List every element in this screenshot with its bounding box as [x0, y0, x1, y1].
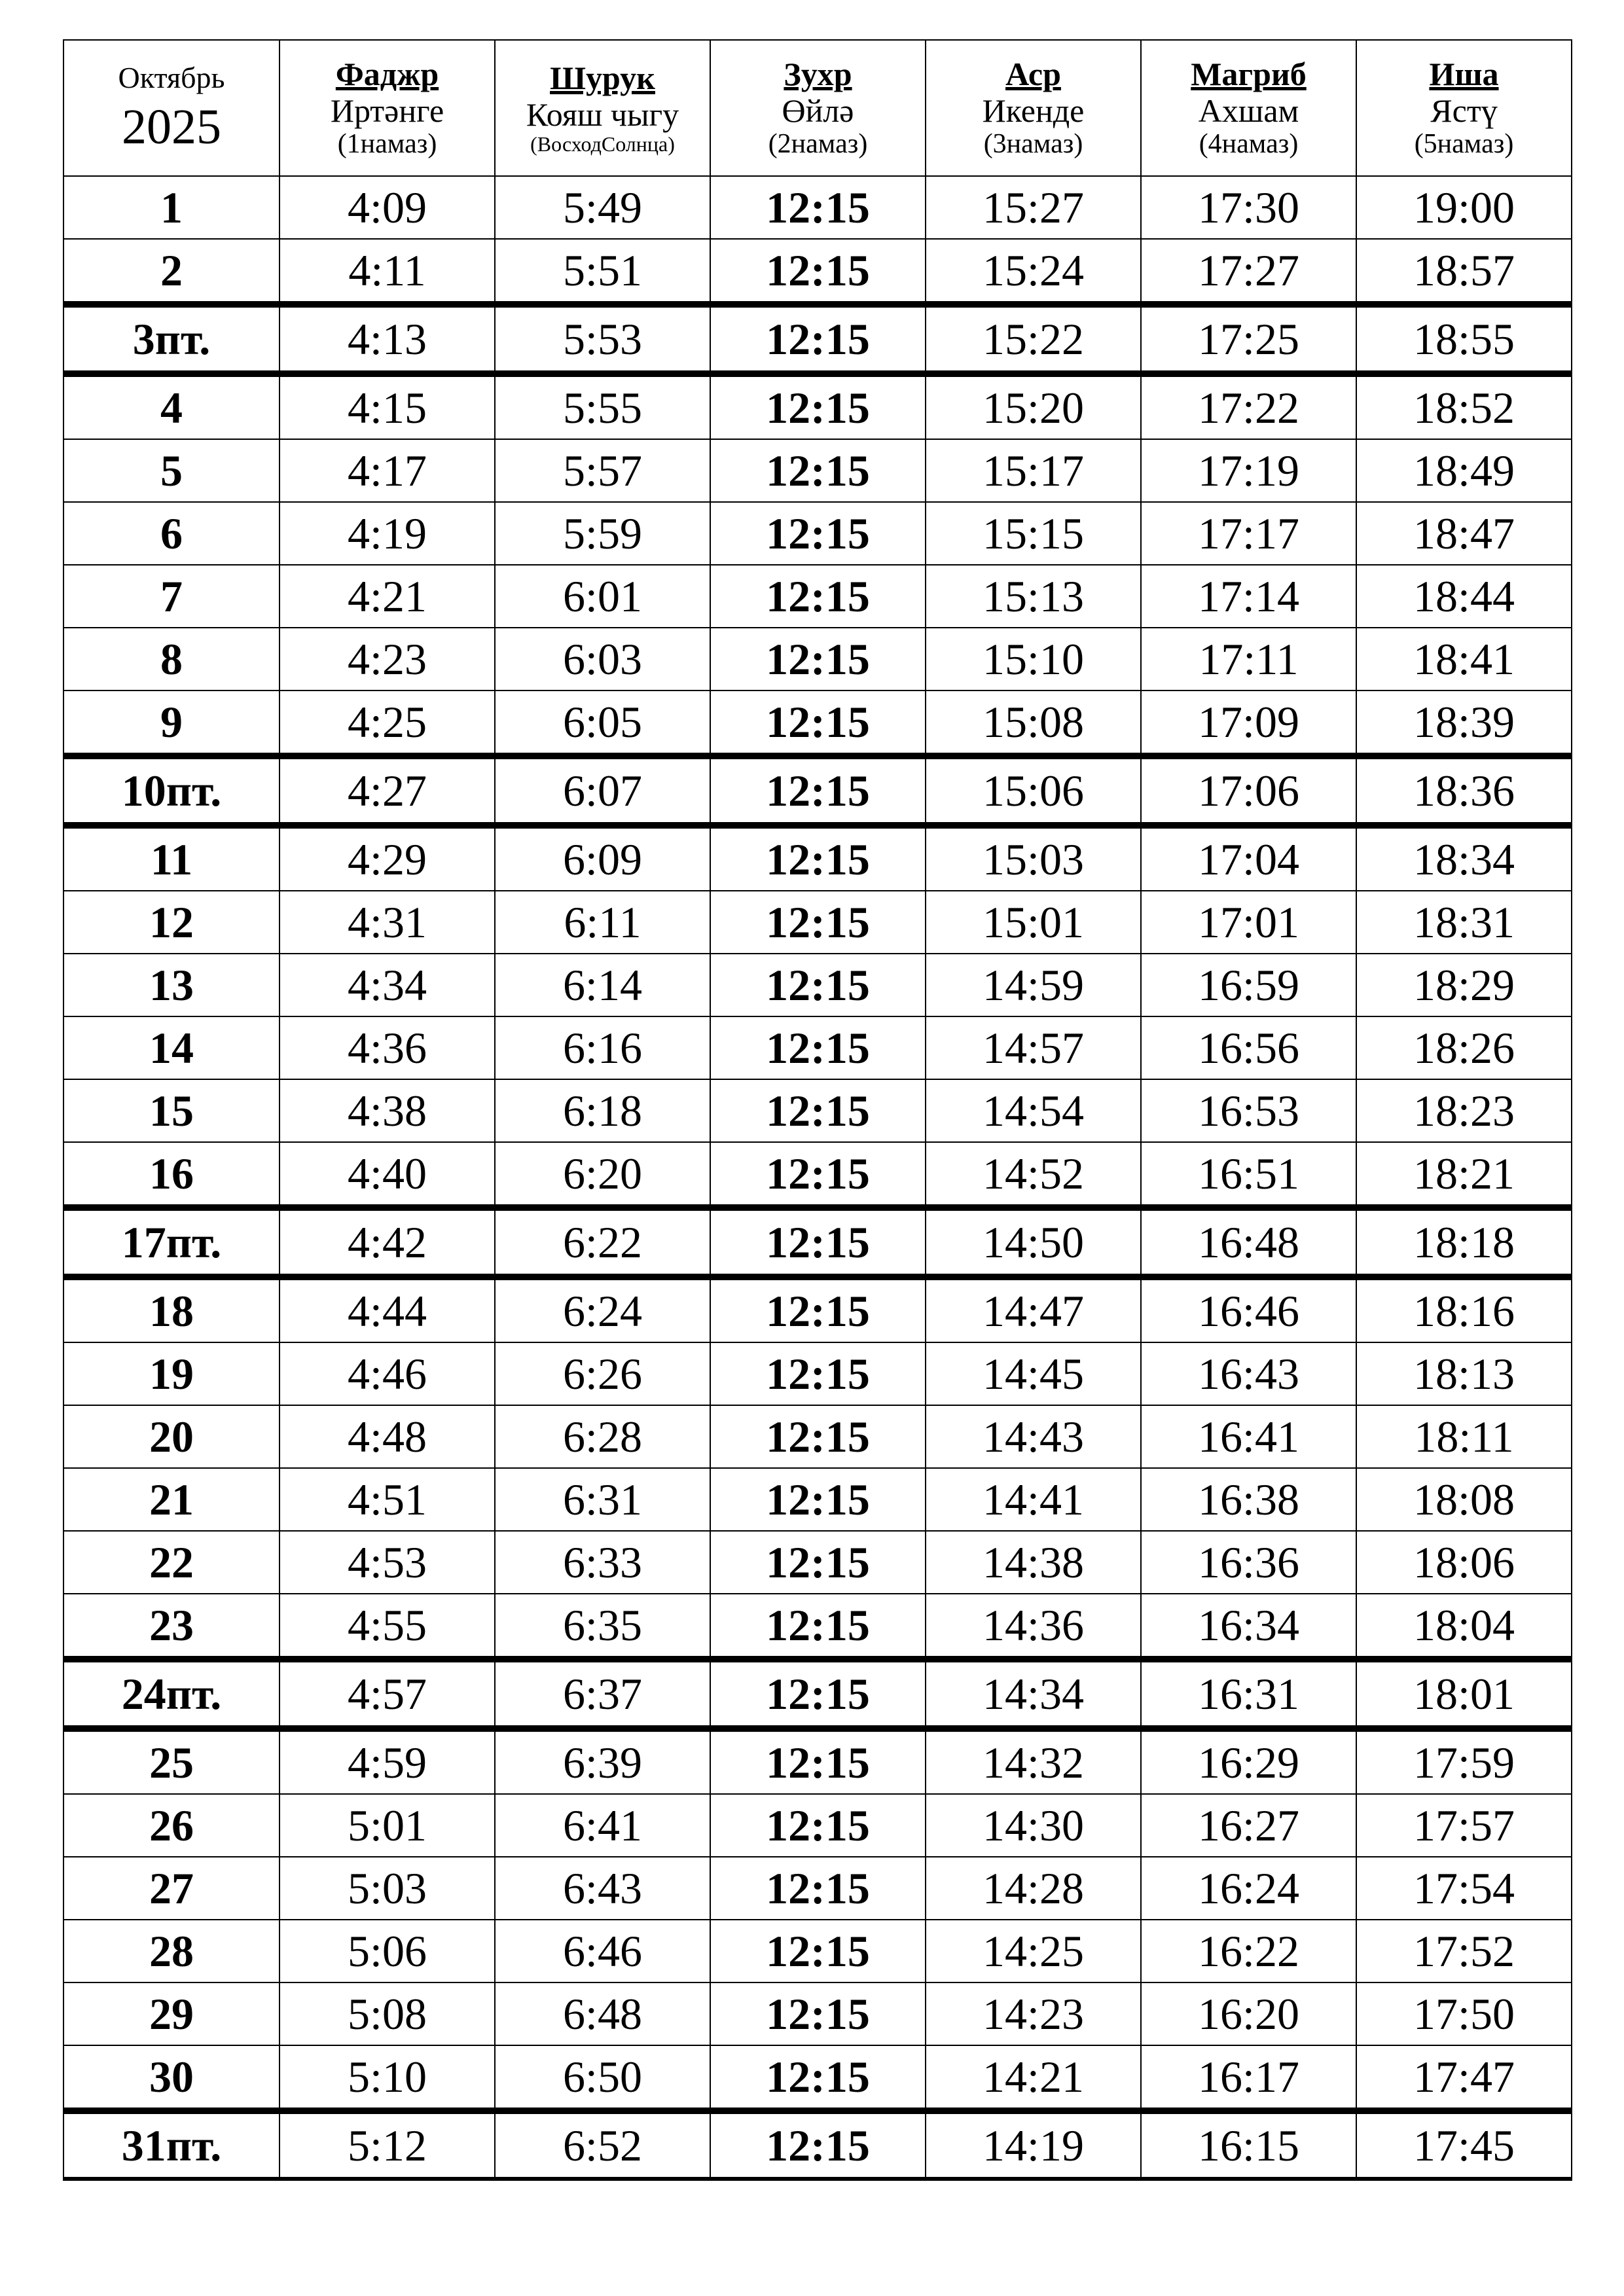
isha-time-cell: 18:21 — [1356, 1142, 1572, 1208]
maghrib-time-cell: 17:19 — [1141, 439, 1356, 502]
zuhr-time-cell: 12:15 — [710, 239, 926, 304]
asr-time-cell: 14:54 — [926, 1079, 1141, 1142]
day-cell: 4 — [63, 374, 280, 439]
zuhr-time-cell: 12:15 — [710, 502, 926, 565]
isha-time-cell: 19:00 — [1356, 176, 1572, 239]
day-cell: 16 — [63, 1142, 280, 1208]
column-header-name: Зухр — [784, 56, 852, 93]
fajr-time-cell: 5:12 — [280, 2111, 495, 2179]
table-row — [63, 1016, 1572, 1079]
shuruk-time-cell: 6:28 — [495, 1405, 710, 1468]
day-cell: 29 — [63, 1982, 280, 2045]
fajr-time-cell: 4:44 — [280, 1277, 495, 1342]
maghrib-time-cell: 17:22 — [1141, 374, 1356, 439]
day-cell: 1 — [63, 176, 280, 239]
fajr-time-cell: 4:23 — [280, 628, 495, 691]
column-header-local-name: Икенде — [982, 92, 1085, 130]
column-header-fajr — [280, 40, 495, 176]
shuruk-time-cell: 5:59 — [495, 502, 710, 565]
asr-time-cell: 14:47 — [926, 1277, 1141, 1342]
fajr-time-cell: 4:51 — [280, 1468, 495, 1531]
asr-time-cell: 15:17 — [926, 439, 1141, 502]
zuhr-time-cell: 12:15 — [710, 374, 926, 439]
isha-time-cell: 17:52 — [1356, 1920, 1572, 1982]
day-cell: 15 — [63, 1079, 280, 1142]
asr-time-cell: 15:27 — [926, 176, 1141, 239]
shuruk-time-cell: 6:07 — [495, 756, 710, 825]
table-row — [63, 176, 1572, 239]
zuhr-time-cell: 12:15 — [710, 1208, 926, 1277]
column-header-local-name: Өйлә — [782, 92, 854, 130]
maghrib-time-cell: 16:48 — [1141, 1208, 1356, 1277]
day-cell: 10пт. — [63, 756, 280, 825]
table-row — [63, 439, 1572, 502]
table-row — [63, 691, 1572, 756]
fajr-time-cell: 4:19 — [280, 502, 495, 565]
maghrib-time-cell: 17:01 — [1141, 891, 1356, 954]
zuhr-time-cell: 12:15 — [710, 756, 926, 825]
table-row — [63, 628, 1572, 691]
table-row-friday — [63, 1659, 1572, 1729]
table-row — [63, 1729, 1572, 1794]
column-header-note: (1намаз) — [337, 129, 437, 160]
isha-time-cell: 17:54 — [1356, 1857, 1572, 1920]
fajr-time-cell: 4:09 — [280, 176, 495, 239]
fajr-time-cell: 4:55 — [280, 1594, 495, 1659]
day-cell: 21 — [63, 1468, 280, 1531]
column-header-name: Иша — [1429, 56, 1499, 93]
isha-time-cell: 18:04 — [1356, 1594, 1572, 1659]
day-cell: 6 — [63, 502, 280, 565]
isha-time-cell: 17:45 — [1356, 2111, 1572, 2179]
column-header-local-name: Кояш чыгу — [526, 96, 679, 134]
table-row — [63, 1142, 1572, 1208]
fajr-time-cell: 4:29 — [280, 825, 495, 891]
asr-time-cell: 15:08 — [926, 691, 1141, 756]
day-cell: 25 — [63, 1729, 280, 1794]
asr-time-cell: 14:25 — [926, 1920, 1141, 1982]
day-cell: 28 — [63, 1920, 280, 1982]
fajr-time-cell: 4:57 — [280, 1659, 495, 1729]
isha-time-cell: 18:39 — [1356, 691, 1572, 756]
zuhr-time-cell: 12:15 — [710, 1982, 926, 2045]
table-row — [63, 1594, 1572, 1659]
asr-time-cell: 14:36 — [926, 1594, 1141, 1659]
isha-time-cell: 18:29 — [1356, 954, 1572, 1016]
header-row — [63, 40, 1572, 176]
table-row — [63, 1982, 1572, 2045]
year-label: 2025 — [122, 99, 221, 155]
column-header-asr — [926, 40, 1141, 176]
day-cell: 27 — [63, 1857, 280, 1920]
zuhr-time-cell: 12:15 — [710, 1277, 926, 1342]
fajr-time-cell: 4:40 — [280, 1142, 495, 1208]
day-cell: 14 — [63, 1016, 280, 1079]
zuhr-time-cell: 12:15 — [710, 1794, 926, 1857]
maghrib-time-cell: 17:11 — [1141, 628, 1356, 691]
fajr-time-cell: 5:06 — [280, 1920, 495, 1982]
maghrib-time-cell: 17:30 — [1141, 176, 1356, 239]
asr-time-cell: 15:13 — [926, 565, 1141, 628]
isha-time-cell: 18:41 — [1356, 628, 1572, 691]
column-header-name: Магриб — [1191, 56, 1307, 93]
asr-time-cell: 14:50 — [926, 1208, 1141, 1277]
maghrib-time-cell: 17:17 — [1141, 502, 1356, 565]
table-row — [63, 1920, 1572, 1982]
column-header-zuhr — [710, 40, 926, 176]
zuhr-time-cell: 12:15 — [710, 2045, 926, 2111]
zuhr-time-cell: 12:15 — [710, 1857, 926, 1920]
asr-time-cell: 14:41 — [926, 1468, 1141, 1531]
asr-time-cell: 14:45 — [926, 1342, 1141, 1405]
fajr-time-cell: 5:08 — [280, 1982, 495, 2045]
asr-time-cell: 14:21 — [926, 2045, 1141, 2111]
fajr-time-cell: 4:42 — [280, 1208, 495, 1277]
fajr-time-cell: 4:25 — [280, 691, 495, 756]
asr-time-cell: 14:52 — [926, 1142, 1141, 1208]
asr-time-cell: 14:38 — [926, 1531, 1141, 1594]
day-cell: 7 — [63, 565, 280, 628]
fajr-time-cell: 4:21 — [280, 565, 495, 628]
fajr-time-cell: 4:34 — [280, 954, 495, 1016]
table-row — [63, 1531, 1572, 1594]
asr-time-cell: 15:01 — [926, 891, 1141, 954]
day-cell: 17пт. — [63, 1208, 280, 1277]
asr-time-cell: 14:19 — [926, 2111, 1141, 2179]
zuhr-time-cell: 12:15 — [710, 628, 926, 691]
table-row — [63, 565, 1572, 628]
maghrib-time-cell: 16:51 — [1141, 1142, 1356, 1208]
maghrib-time-cell: 17:09 — [1141, 691, 1356, 756]
maghrib-time-cell: 16:20 — [1141, 1982, 1356, 2045]
shuruk-time-cell: 6:14 — [495, 954, 710, 1016]
shuruk-time-cell: 6:31 — [495, 1468, 710, 1531]
asr-time-cell: 15:22 — [926, 304, 1141, 374]
shuruk-time-cell: 5:55 — [495, 374, 710, 439]
isha-time-cell: 18:57 — [1356, 239, 1572, 304]
isha-time-cell: 18:44 — [1356, 565, 1572, 628]
shuruk-time-cell: 6:16 — [495, 1016, 710, 1079]
zuhr-time-cell: 12:15 — [710, 1079, 926, 1142]
fajr-time-cell: 4:38 — [280, 1079, 495, 1142]
column-header-note: (2намаз) — [768, 129, 868, 160]
asr-time-cell: 14:28 — [926, 1857, 1141, 1920]
shuruk-time-cell: 6:09 — [495, 825, 710, 891]
asr-time-cell: 15:20 — [926, 374, 1141, 439]
shuruk-time-cell: 5:51 — [495, 239, 710, 304]
day-cell: 26 — [63, 1794, 280, 1857]
isha-time-cell: 18:47 — [1356, 502, 1572, 565]
day-cell: 8 — [63, 628, 280, 691]
shuruk-time-cell: 6:11 — [495, 891, 710, 954]
table-row-friday — [63, 756, 1572, 825]
table-row — [63, 891, 1572, 954]
shuruk-time-cell: 6:24 — [495, 1277, 710, 1342]
zuhr-time-cell: 12:15 — [710, 176, 926, 239]
column-header-local-name: Иртәнге — [330, 92, 444, 130]
shuruk-time-cell: 5:49 — [495, 176, 710, 239]
day-cell: 13 — [63, 954, 280, 1016]
maghrib-time-cell: 16:41 — [1141, 1405, 1356, 1468]
isha-time-cell: 18:55 — [1356, 304, 1572, 374]
asr-time-cell: 15:10 — [926, 628, 1141, 691]
column-header-note: (4намаз) — [1199, 129, 1299, 160]
fajr-time-cell: 4:17 — [280, 439, 495, 502]
column-header-maghrib — [1141, 40, 1356, 176]
asr-time-cell: 14:23 — [926, 1982, 1141, 2045]
month-year-cell — [63, 40, 280, 176]
isha-time-cell: 18:08 — [1356, 1468, 1572, 1531]
maghrib-time-cell: 16:31 — [1141, 1659, 1356, 1729]
maghrib-time-cell: 16:43 — [1141, 1342, 1356, 1405]
table-row — [63, 1794, 1572, 1857]
shuruk-time-cell: 6:35 — [495, 1594, 710, 1659]
asr-time-cell: 14:30 — [926, 1794, 1141, 1857]
day-cell: 22 — [63, 1531, 280, 1594]
fajr-time-cell: 4:15 — [280, 374, 495, 439]
zuhr-time-cell: 12:15 — [710, 1142, 926, 1208]
shuruk-time-cell: 6:43 — [495, 1857, 710, 1920]
shuruk-time-cell: 6:18 — [495, 1079, 710, 1142]
day-cell: 30 — [63, 2045, 280, 2111]
shuruk-time-cell: 5:57 — [495, 439, 710, 502]
isha-time-cell: 17:57 — [1356, 1794, 1572, 1857]
zuhr-time-cell: 12:15 — [710, 1594, 926, 1659]
fajr-time-cell: 4:46 — [280, 1342, 495, 1405]
zuhr-time-cell: 12:15 — [710, 1531, 926, 1594]
maghrib-time-cell: 17:06 — [1141, 756, 1356, 825]
maghrib-time-cell: 16:53 — [1141, 1079, 1356, 1142]
isha-time-cell: 18:31 — [1356, 891, 1572, 954]
maghrib-time-cell: 17:25 — [1141, 304, 1356, 374]
isha-time-cell: 18:52 — [1356, 374, 1572, 439]
fajr-time-cell: 4:31 — [280, 891, 495, 954]
isha-time-cell: 18:06 — [1356, 1531, 1572, 1594]
day-cell: 5 — [63, 439, 280, 502]
isha-time-cell: 18:01 — [1356, 1659, 1572, 1729]
table-row — [63, 954, 1572, 1016]
day-cell: 11 — [63, 825, 280, 891]
isha-time-cell: 18:23 — [1356, 1079, 1572, 1142]
zuhr-time-cell: 12:15 — [710, 1405, 926, 1468]
fajr-time-cell: 4:53 — [280, 1531, 495, 1594]
maghrib-time-cell: 17:14 — [1141, 565, 1356, 628]
shuruk-time-cell: 6:46 — [495, 1920, 710, 1982]
maghrib-time-cell: 17:04 — [1141, 825, 1356, 891]
isha-time-cell: 18:11 — [1356, 1405, 1572, 1468]
shuruk-time-cell: 6:48 — [495, 1982, 710, 2045]
maghrib-time-cell: 16:24 — [1141, 1857, 1356, 1920]
zuhr-time-cell: 12:15 — [710, 954, 926, 1016]
day-cell: 20 — [63, 1405, 280, 1468]
maghrib-time-cell: 17:27 — [1141, 239, 1356, 304]
timetable-page — [63, 39, 1571, 2181]
maghrib-time-cell: 16:36 — [1141, 1531, 1356, 1594]
day-cell: 9 — [63, 691, 280, 756]
column-header-note: (3намаз) — [983, 129, 1083, 160]
zuhr-time-cell: 12:15 — [710, 1016, 926, 1079]
fajr-time-cell: 4:11 — [280, 239, 495, 304]
zuhr-time-cell: 12:15 — [710, 2111, 926, 2179]
column-header-shuruk — [495, 40, 710, 176]
maghrib-time-cell: 16:46 — [1141, 1277, 1356, 1342]
table-row — [63, 374, 1572, 439]
maghrib-time-cell: 16:15 — [1141, 2111, 1356, 2179]
column-header-name: Аср — [1005, 56, 1061, 93]
shuruk-time-cell: 6:05 — [495, 691, 710, 756]
maghrib-time-cell: 16:27 — [1141, 1794, 1356, 1857]
isha-time-cell: 18:16 — [1356, 1277, 1572, 1342]
table-row — [63, 1468, 1572, 1531]
shuruk-time-cell: 6:37 — [495, 1659, 710, 1729]
shuruk-time-cell: 6:41 — [495, 1794, 710, 1857]
isha-time-cell: 17:50 — [1356, 1982, 1572, 2045]
isha-time-cell: 18:18 — [1356, 1208, 1572, 1277]
table-row-friday — [63, 1208, 1572, 1277]
maghrib-time-cell: 16:29 — [1141, 1729, 1356, 1794]
isha-time-cell: 17:47 — [1356, 2045, 1572, 2111]
shuruk-time-cell: 6:50 — [495, 2045, 710, 2111]
table-row — [63, 1079, 1572, 1142]
shuruk-time-cell: 6:22 — [495, 1208, 710, 1277]
isha-time-cell: 18:36 — [1356, 756, 1572, 825]
fajr-time-cell: 4:59 — [280, 1729, 495, 1794]
zuhr-time-cell: 12:15 — [710, 1659, 926, 1729]
zuhr-time-cell: 12:15 — [710, 565, 926, 628]
asr-time-cell: 14:57 — [926, 1016, 1141, 1079]
isha-time-cell: 18:26 — [1356, 1016, 1572, 1079]
maghrib-time-cell: 16:59 — [1141, 954, 1356, 1016]
isha-time-cell: 18:34 — [1356, 825, 1572, 891]
zuhr-time-cell: 12:15 — [710, 1468, 926, 1531]
timetable-body — [63, 176, 1572, 2179]
column-header-local-name: Ахшам — [1198, 92, 1299, 130]
zuhr-time-cell: 12:15 — [710, 1729, 926, 1794]
shuruk-time-cell: 6:33 — [495, 1531, 710, 1594]
table-row — [63, 1405, 1572, 1468]
table-row — [63, 1857, 1572, 1920]
maghrib-time-cell: 16:17 — [1141, 2045, 1356, 2111]
zuhr-time-cell: 12:15 — [710, 891, 926, 954]
shuruk-time-cell: 6:03 — [495, 628, 710, 691]
fajr-time-cell: 4:48 — [280, 1405, 495, 1468]
fajr-time-cell: 5:10 — [280, 2045, 495, 2111]
fajr-time-cell: 5:01 — [280, 1794, 495, 1857]
column-header-note: (5намаз) — [1414, 129, 1514, 160]
table-row — [63, 2045, 1572, 2111]
asr-time-cell: 15:15 — [926, 502, 1141, 565]
column-header-note: (ВосходСолнца) — [530, 132, 675, 156]
asr-time-cell: 14:59 — [926, 954, 1141, 1016]
maghrib-time-cell: 16:22 — [1141, 1920, 1356, 1982]
table-row — [63, 239, 1572, 304]
fajr-time-cell: 4:36 — [280, 1016, 495, 1079]
table-row-friday — [63, 304, 1572, 374]
zuhr-time-cell: 12:15 — [710, 304, 926, 374]
zuhr-time-cell: 12:15 — [710, 825, 926, 891]
asr-time-cell: 14:32 — [926, 1729, 1141, 1794]
shuruk-time-cell: 6:39 — [495, 1729, 710, 1794]
table-row — [63, 1277, 1572, 1342]
asr-time-cell: 14:34 — [926, 1659, 1141, 1729]
table-row-friday — [63, 2111, 1572, 2179]
asr-time-cell: 14:43 — [926, 1405, 1141, 1468]
isha-time-cell: 18:49 — [1356, 439, 1572, 502]
fajr-time-cell: 5:03 — [280, 1857, 495, 1920]
day-cell: 18 — [63, 1277, 280, 1342]
maghrib-time-cell: 16:38 — [1141, 1468, 1356, 1531]
prayer-timetable — [63, 39, 1572, 2181]
day-cell: 31пт. — [63, 2111, 280, 2179]
isha-time-cell: 18:13 — [1356, 1342, 1572, 1405]
shuruk-time-cell: 6:01 — [495, 565, 710, 628]
day-cell: 3пт. — [63, 304, 280, 374]
asr-time-cell: 15:03 — [926, 825, 1141, 891]
column-header-isha — [1356, 40, 1572, 176]
day-cell: 12 — [63, 891, 280, 954]
column-header-name: Шурук — [550, 60, 655, 97]
zuhr-time-cell: 12:15 — [710, 1342, 926, 1405]
shuruk-time-cell: 6:52 — [495, 2111, 710, 2179]
zuhr-time-cell: 12:15 — [710, 1920, 926, 1982]
shuruk-time-cell: 6:20 — [495, 1142, 710, 1208]
zuhr-time-cell: 12:15 — [710, 691, 926, 756]
zuhr-time-cell: 12:15 — [710, 439, 926, 502]
asr-time-cell: 15:24 — [926, 239, 1141, 304]
isha-time-cell: 17:59 — [1356, 1729, 1572, 1794]
column-header-name: Фаджр — [335, 56, 439, 93]
table-row — [63, 825, 1572, 891]
column-header-local-name: Ястү — [1430, 92, 1498, 130]
table-row — [63, 1342, 1572, 1405]
fajr-time-cell: 4:27 — [280, 756, 495, 825]
shuruk-time-cell: 5:53 — [495, 304, 710, 374]
maghrib-time-cell: 16:56 — [1141, 1016, 1356, 1079]
maghrib-time-cell: 16:34 — [1141, 1594, 1356, 1659]
day-cell: 2 — [63, 239, 280, 304]
asr-time-cell: 15:06 — [926, 756, 1141, 825]
day-cell: 19 — [63, 1342, 280, 1405]
fajr-time-cell: 4:13 — [280, 304, 495, 374]
day-cell: 23 — [63, 1594, 280, 1659]
day-cell: 24пт. — [63, 1659, 280, 1729]
shuruk-time-cell: 6:26 — [495, 1342, 710, 1405]
table-row — [63, 502, 1572, 565]
month-label: Октябрь — [118, 60, 225, 94]
